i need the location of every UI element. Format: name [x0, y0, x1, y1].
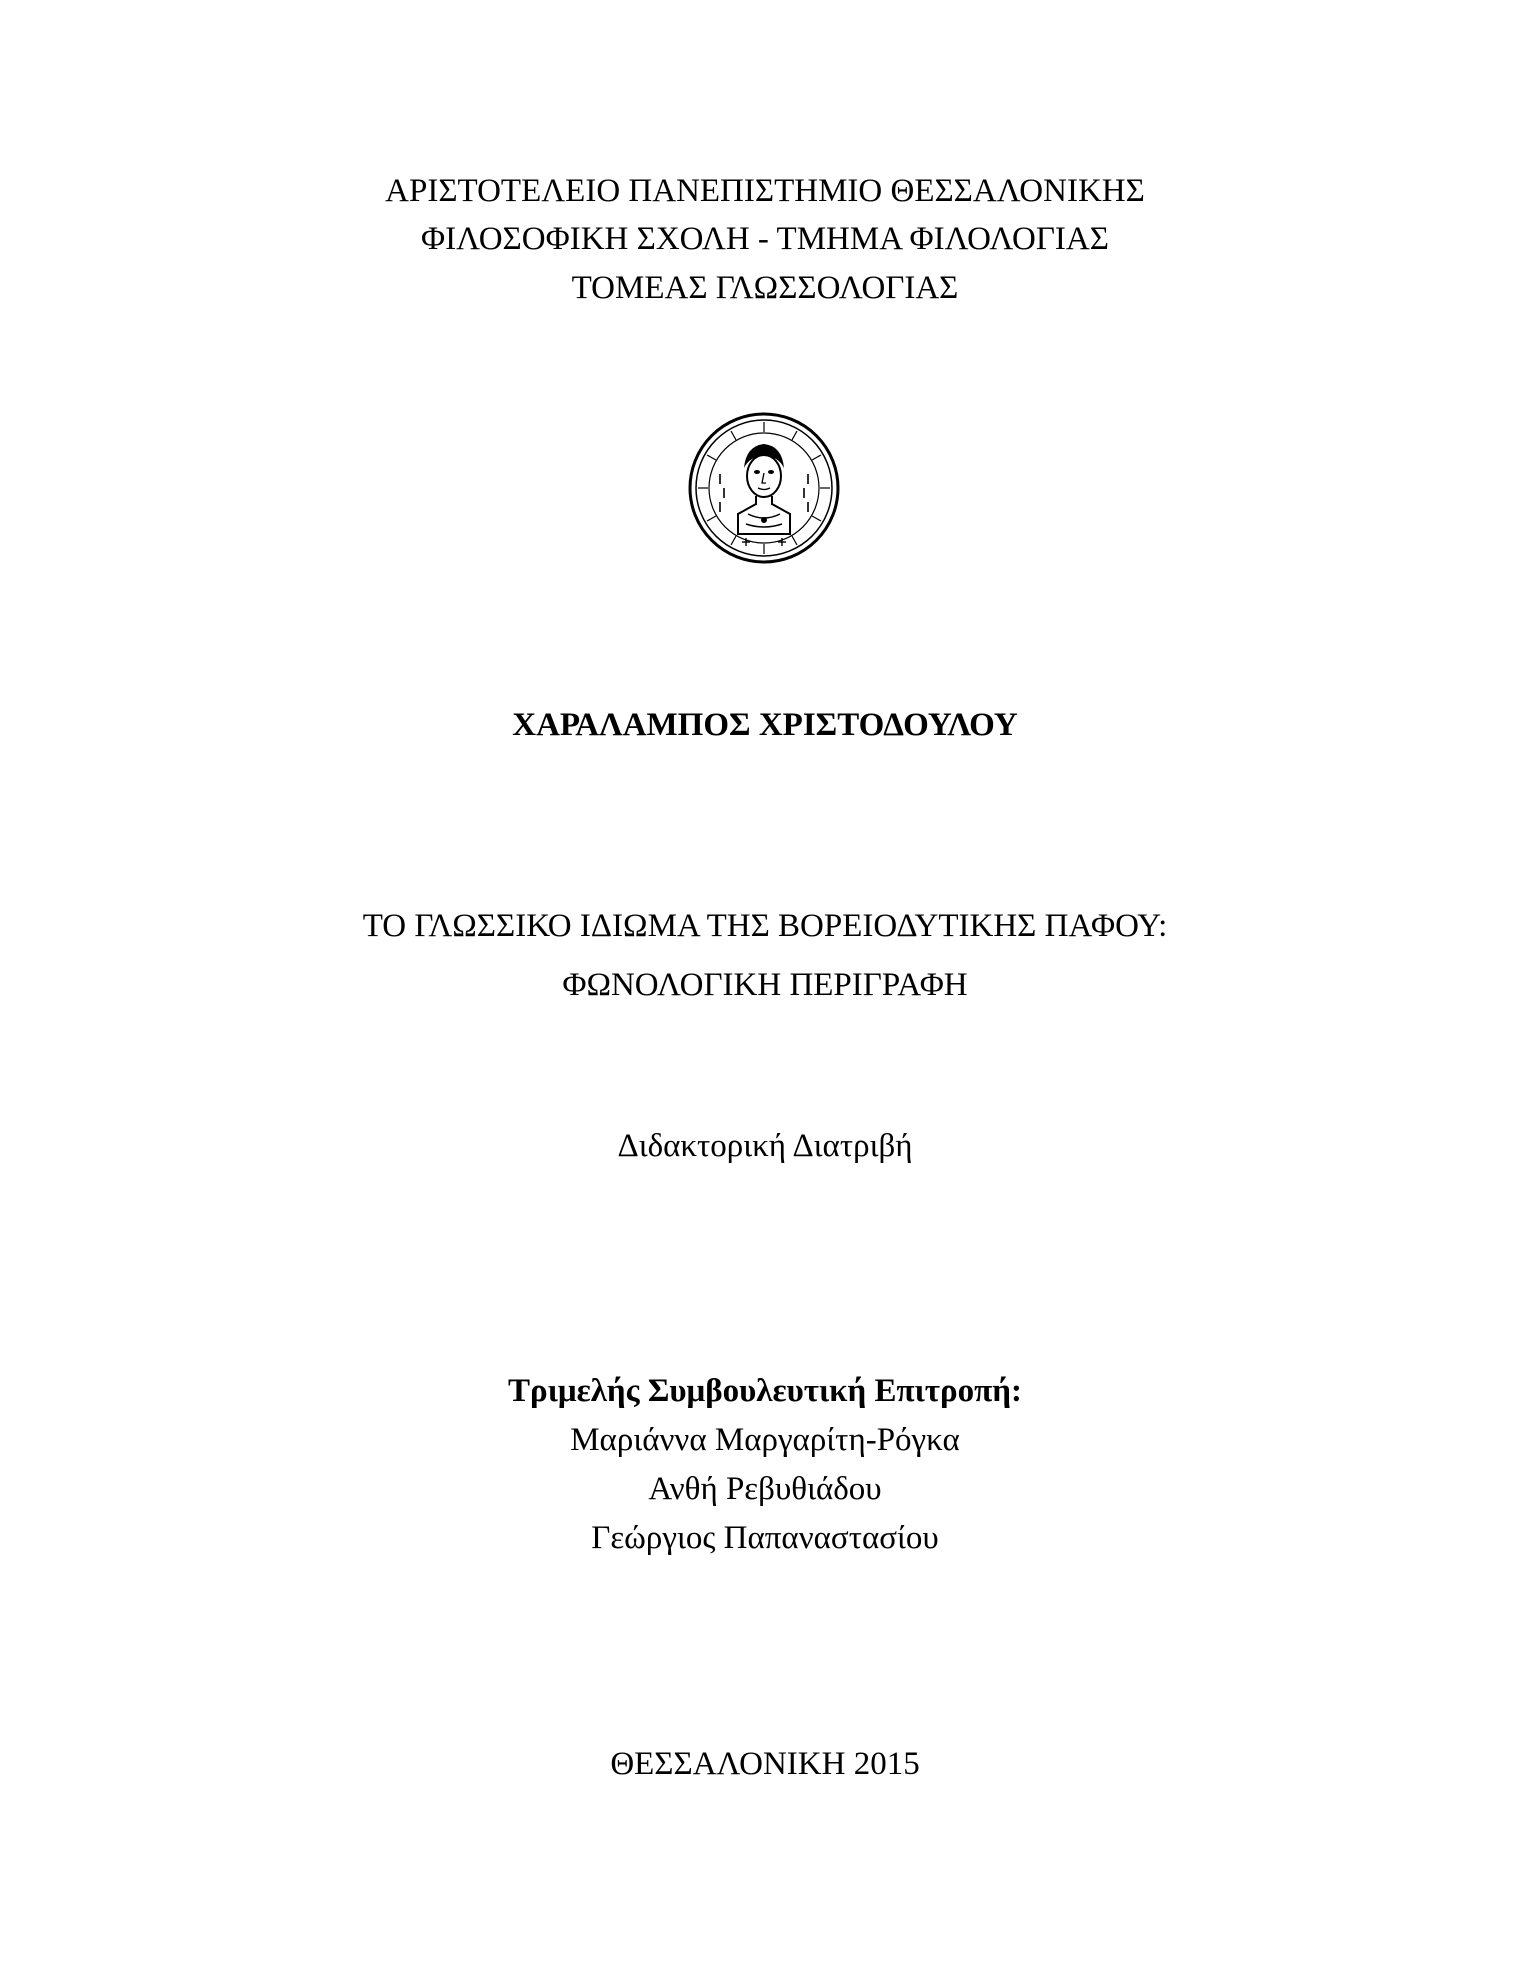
document-type: Διδακτορική Διατριβή [617, 1128, 913, 1164]
university-name: ΑΡΙΣΤΟΤΕΛΕΙΟ ΠΑΝΕΠΙΣΤΗΜΙΟ ΘΕΣΣΑΛΟΝΙΚΗΣ [385, 173, 1145, 209]
thesis-title-line-2: ΦΩΝΟΛΟΓΙΚΗ ΠΕΡΙΓΡΑΦΗ [562, 967, 968, 1003]
university-seal-icon [686, 410, 842, 566]
committee-member: Ανθή Ρεβυθιάδου [648, 1471, 882, 1507]
committee-heading: Τριμελής Συμβουλευτική Επιτροπή: [508, 1373, 1022, 1409]
place-year: ΘΕΣΣΑΛΟΝΙΚΗ 2015 [610, 1746, 920, 1782]
thesis-title-line-1: ΤΟ ΓΛΩΣΣΙΚΟ ΙΔΙΩΜΑ ΤΗΣ ΒΟΡΕΙΟΔΥΤΙΚΗΣ ΠΑΦΟΥ: [362, 908, 1168, 944]
author-name: ΧΑΡΑΛΑΜΠΟΣ ΧΡΙΣΤΟΔΟΥΛΟΥ [512, 707, 1018, 743]
committee-member: Μαριάννα Μαργαρίτη-Ρόγκα [570, 1422, 960, 1458]
sector-name: ΤΟΜΕΑΣ ΓΛΩΣΣΟΛΟΓΙΑΣ [571, 270, 959, 306]
school-name: ΦΙΛΟΣΟΦΙΚΗ ΣΧΟΛΗ - ΤΜΗΜΑ ΦΙΛΟΛΟΓΙΑΣ [421, 221, 1109, 257]
committee-member: Γεώργιος Παπαναστασίου [591, 1520, 939, 1556]
